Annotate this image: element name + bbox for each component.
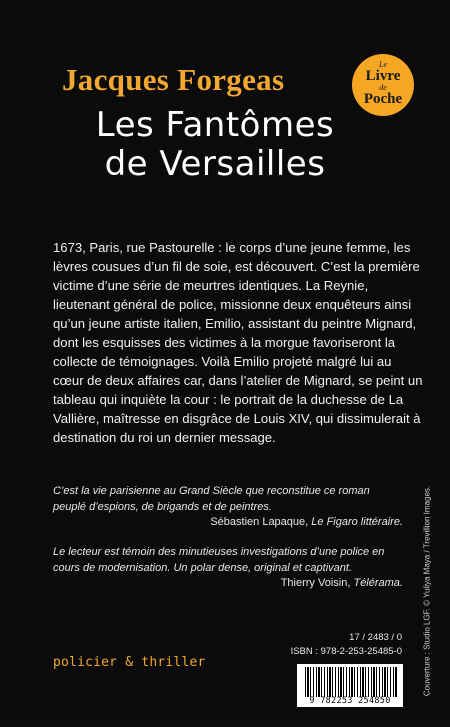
publisher-logo — [352, 54, 414, 116]
logo-text-livre: Livre — [365, 68, 401, 84]
title-line-2: de Versailles — [104, 144, 326, 184]
book-title — [80, 106, 350, 184]
cover-credit-text: Couverture : Studio LGF. © Yuliya Maya / Trevillion Images. — [422, 485, 432, 697]
barcode-digits: 9 782253 254850 — [309, 696, 391, 706]
cover-credit — [420, 478, 434, 704]
logo-text-de: de — [379, 83, 387, 92]
quote-author: Thierry Voisin, — [280, 577, 351, 589]
isbn: ISBN : 978-2-253-25485-0 — [290, 646, 402, 657]
quote-attribution — [53, 515, 403, 531]
quote-attribution — [53, 576, 403, 592]
quote-source: Le Figaro littéraire. — [311, 516, 403, 528]
quote-text: C’est la vie parisienne au Grand Siècle que reconstitue ce roman peuplé d’espions, de brigands et de peintres. — [53, 485, 370, 513]
press-quote-2 — [53, 545, 403, 592]
logo-text-le: Le — [379, 60, 387, 69]
catalog-number: 17 / 2483 / 0 — [349, 632, 402, 643]
title-line-1: Les Fantômes — [95, 105, 335, 145]
press-quote-1 — [53, 484, 403, 531]
book-summary: 1673, Paris, rue Pastourelle : le corps d’une jeune femme, les lèvres cousues d’un fil de soie, est découvert. C’est la première victime d’une série de meurtres identiques. La Reynie, lieutenant général de police, missionne deux enquêteurs ainsi qu’un jeune artiste italien, Emilio, assistant du peintre Mignard, dont les esquisses des victimes à la morgue favoriseront la collecte de témoignages. Voilà Emilio projeté malgré lui au cœur de deux affaires car, dans l’atelier de Mignard, se peint un tableau qui inquiète la cour : le portrait de la duchesse de La Vallière, maîtresse en disgrâce de Louis XIV, qui dissimulerait à destination du roi un dernier message. — [53, 240, 423, 445]
publication-codes — [291, 631, 402, 659]
barcode — [297, 664, 403, 707]
author-name: Jacques Forgeas — [62, 62, 285, 97]
quote-author: Sébastien Lapaque, — [210, 516, 309, 528]
logo-text-poche: Poche — [363, 91, 403, 107]
quote-text: Le lecteur est témoin des minutieuses investigations d’une police en cours de modernisation. Un polar dense, original et captivant. — [53, 546, 385, 574]
barcode-bars — [305, 667, 397, 697]
quote-source: Télérama. — [353, 577, 403, 589]
genre-label: policier & thriller — [53, 655, 206, 670]
